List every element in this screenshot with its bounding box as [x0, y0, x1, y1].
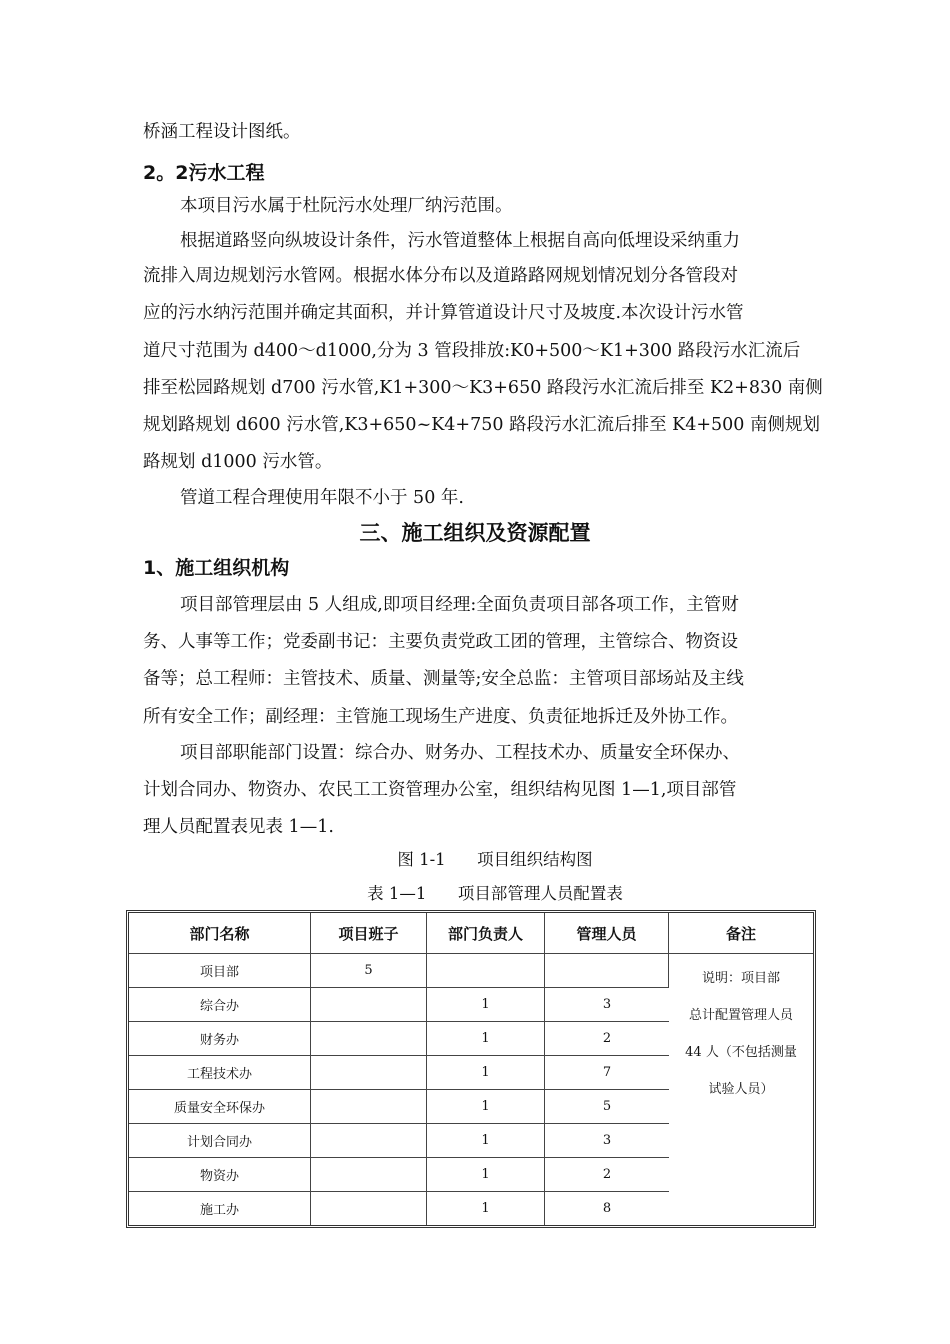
table-cell: 施工办	[129, 1192, 311, 1225]
paragraph-line: 本项目污水属于杜阮污水处理厂纳污范围。	[180, 196, 513, 216]
table-cell: 2	[545, 1158, 669, 1192]
table-cell: 1	[427, 1124, 545, 1158]
table-cell: 物资办	[129, 1158, 311, 1192]
column-header: 管理人员	[545, 913, 669, 954]
table-cell: 1	[427, 1090, 545, 1124]
text-line: 桥涵工程设计图纸。	[143, 122, 301, 142]
table-cell	[311, 1056, 427, 1090]
paragraph-line: 项目部管理层由 5 人组成,即项目经理:全面负责项目部各项工作，主管财	[180, 595, 739, 615]
table-cell	[311, 1124, 427, 1158]
table-cell: 5	[545, 1090, 669, 1124]
table-cell	[311, 1158, 427, 1192]
remark-line: 试验人员）	[708, 1082, 774, 1097]
column-header: 项目班子	[311, 913, 427, 954]
paragraph-line: 备等；总工程师：主管技术、质量、测量等;安全总监：主管项目部场站及主线	[143, 669, 744, 689]
table-header-row	[129, 913, 813, 954]
table-cell: 3	[545, 988, 669, 1022]
paragraph-line: 规划路规划 d600 污水管,K3+650~K4+750 路段污水汇流后排至 K4+500 南侧规划	[143, 415, 820, 435]
table-cell: 质量安全环保办	[129, 1090, 311, 1124]
column-header: 备注	[669, 913, 813, 954]
remark-line: 总计配置管理人员	[688, 1008, 793, 1023]
table-cell	[545, 954, 669, 988]
remark-line: 说明：项目部	[701, 971, 780, 986]
table-cell: 1	[427, 1056, 545, 1090]
paragraph-line: 道尺寸范围为 d400～d1000,分为 3 管段排放:K0+500～K1+300 路段污水汇流后	[143, 341, 801, 361]
paragraph-line: 理人员配置表见表 1—1.	[143, 817, 334, 837]
table-cell: 工程技术办	[129, 1056, 311, 1090]
table-cell: 2	[545, 1022, 669, 1056]
table-cell	[311, 1090, 427, 1124]
paragraph-line: 管道工程合理使用年限不小于 50 年.	[180, 488, 464, 508]
paragraph-line: 根据道路竖向纵坡设计条件，污水管道整体上根据自高向低埋设采纳重力	[180, 231, 740, 251]
section-heading-1: 1、施工组织机构	[143, 557, 290, 579]
table-cell	[311, 1022, 427, 1056]
paragraph-line: 应的污水纳污范围并确定其面积，并计算管道设计尺寸及坡度.本次设计污水管	[143, 303, 744, 323]
table-cell	[427, 954, 545, 988]
table-cell	[311, 1192, 427, 1225]
paragraph-line: 项目部职能部门设置：综合办、财务办、工程技术办、质量安全环保办、	[180, 743, 740, 763]
table-cell: 3	[545, 1124, 669, 1158]
paragraph-line: 务、人事等工作；党委副书记：主要负责党政工团的管理，主管综合、物资设	[143, 632, 738, 652]
paragraph-line: 流排入周边规划污水管网。根据水体分布以及道路路网规划情况划分各管段对	[143, 266, 738, 286]
table-cell: 5	[311, 954, 427, 988]
table-cell: 1	[427, 1192, 545, 1225]
chapter-title: 三、施工组织及资源配置	[359, 521, 591, 545]
table-cell: 项目部	[129, 954, 311, 988]
table-cell: 1	[427, 1158, 545, 1192]
section-heading-2-2: 2。2污水工程	[143, 162, 265, 184]
column-header: 部门负责人	[427, 913, 545, 954]
table-cell	[311, 988, 427, 1022]
table-cell: 综合办	[129, 988, 311, 1022]
paragraph-line: 计划合同办、物资办、农民工工资管理办公室，组织结构见图 1—1,项目部管	[143, 780, 737, 800]
paragraph-line: 排至松园路规划 d700 污水管,K1+300～K3+650 路段污水汇流后排至 K2+830 南侧	[143, 378, 823, 398]
table-cell: 财务办	[129, 1022, 311, 1056]
remarks-cell	[669, 954, 813, 1225]
table-cell: 1	[427, 988, 545, 1022]
table-cell: 7	[545, 1056, 669, 1090]
table-cell: 8	[602, 1201, 612, 1216]
staff-allocation-table	[126, 910, 816, 1228]
paragraph-line: 路规划 d1000 污水管。	[143, 452, 333, 472]
paragraph-line: 所有安全工作；副经理：主管施工现场生产进度、负责征地拆迁及外协工作。	[143, 707, 738, 727]
table-caption: 表 1—1 项目部管理人员配置表	[367, 884, 623, 903]
table-cell: 计划合同办	[129, 1124, 311, 1158]
table-cell: 1	[427, 1022, 545, 1056]
remark-line: 44 人（不包括测量	[685, 1045, 797, 1060]
figure-caption: 图 1-1 项目组织结构图	[397, 850, 593, 869]
table-row	[129, 954, 813, 988]
column-header: 部门名称	[129, 913, 311, 954]
